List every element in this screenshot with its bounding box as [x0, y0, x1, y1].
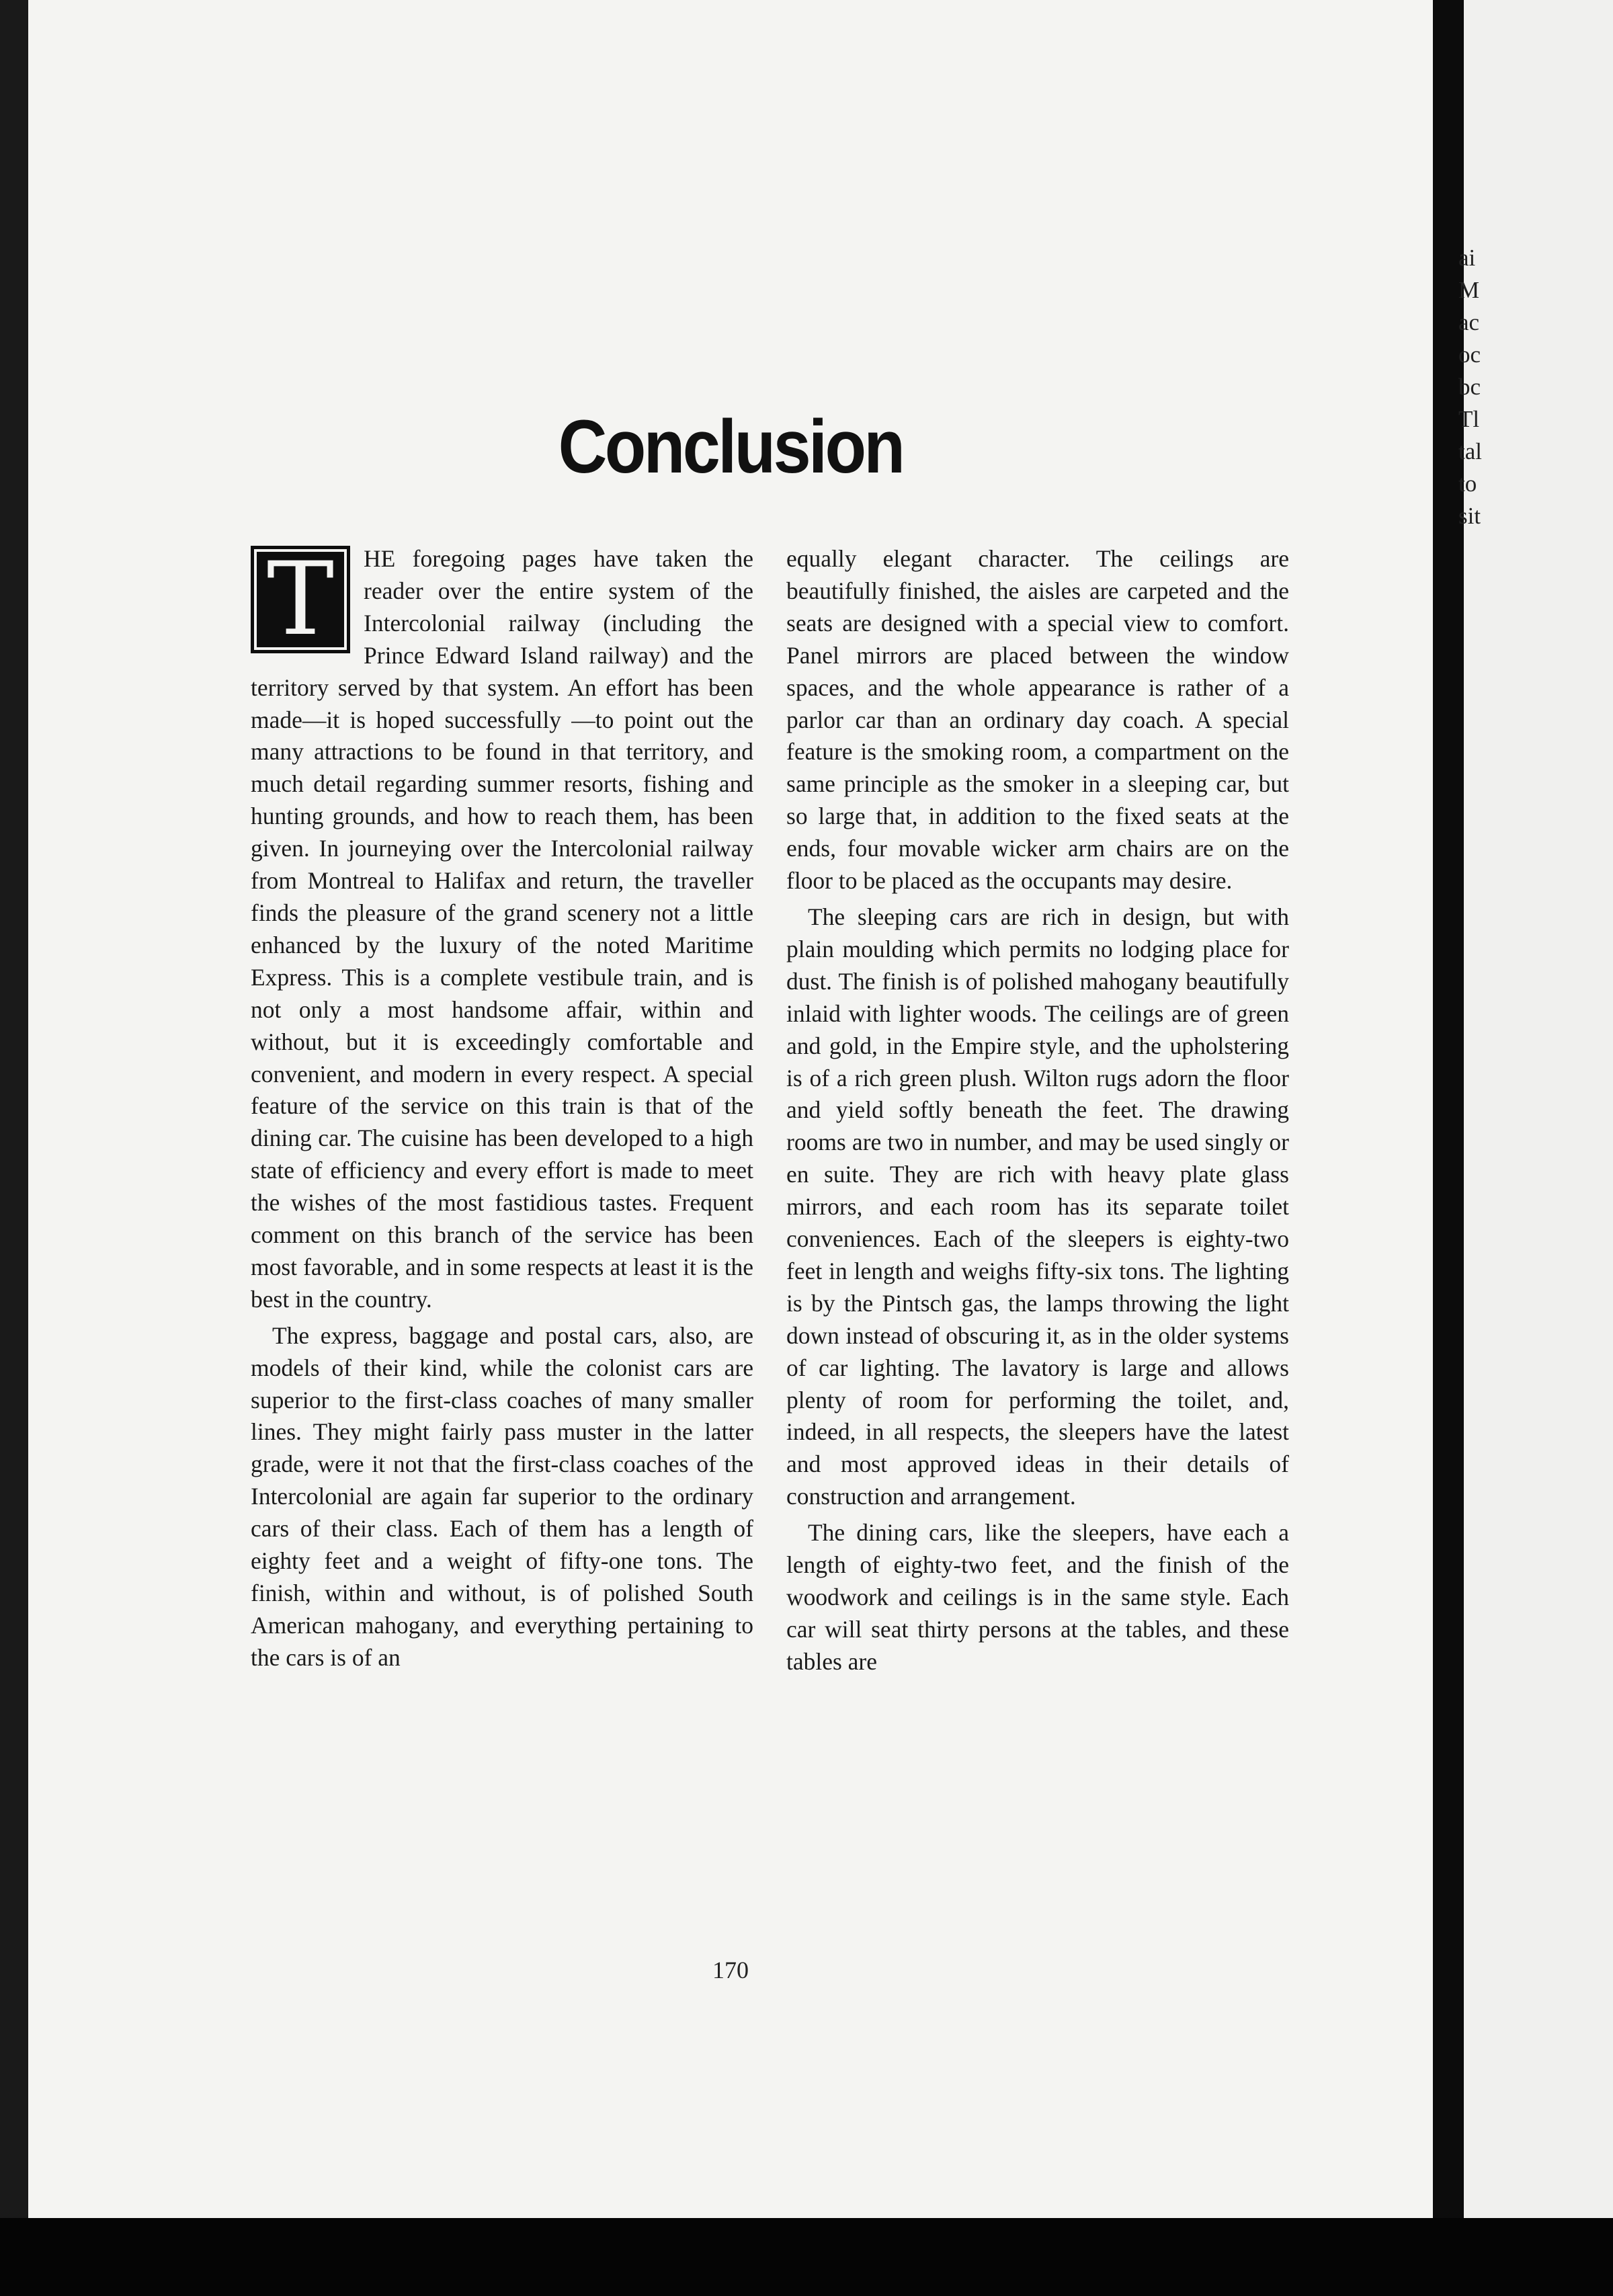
- page-title: Conclusion: [558, 405, 903, 489]
- drop-cap-letter: T: [266, 541, 335, 658]
- fragment-line: to: [1458, 470, 1477, 497]
- facing-page-fragment: [1458, 242, 1613, 532]
- paragraph-text: HE foregoing pages have taken the reader over the entire system of the Intercolonial railway (including the Prince Edward Island railway) and the territory served by that system. An effort has been made—it is hoped successfully —to point out the many attractions to be found in that territory, and much detail regarding summer resorts, fishing and hunting grounds, and how to reach them, has been given. In journeying over the Intercolonial railway from Montreal to Halifax and return, the traveller finds the pleasure of the grand scenery not a little enhanced by the luxury of the noted Maritime Express. This is a complete vestibule train, and is not only a most handsome affair, within and without, but it is exceedingly comfortable and convenient, and modern in every respect. A special feature of the service on this train is that of the dining car. The cuisine has been developed to a high state of efficiency and every effort is made to meet the wishes of the most fastidious tastes. Frequent comment on this branch of the service has been most favorable, and in some respects at least it is the best in the country.: [251, 545, 753, 1313]
- scan-bottom-edge: [0, 2218, 1613, 2296]
- paragraph: [251, 543, 753, 1316]
- fragment-line: ai: [1458, 245, 1476, 271]
- fragment-line: ac: [1458, 309, 1480, 335]
- paragraph: The dining cars, like the sleepers, have each a length of eighty-two feet, and the finish of the woodwork and ceilings is in the same style. Each car will seat thirty persons at the tables, and these tables are: [786, 1519, 1289, 1675]
- drop-cap: [251, 541, 350, 658]
- paragraph: The sleeping cars are rich in design, but with plain moulding which permits no lodging place for dust. The finish is of polished mahogany beautifully inlaid with lighter woods. The ceilings are of green and gold, in the Empire style, and the upholstering is of a rich green plush. Wilton rugs adorn the floor and yield softly beneath the feet. The drawing rooms are two in number, and may be used singly or en suite. They are rich with heavy plate glass mirrors, and each room has its separate toilet conveniences. Each of the sleepers is eighty-two feet in length and weighs fifty-six tons. The lighting is by the Pintsch gas, the lamps throwing the light down instead of obscuring it, as in the older systems of car lighting. The lavatory is large and allows plenty of room for performing the toilet, and, indeed, in all respects, the sleepers have the latest and most approved ideas in their details of construction and arrangement.: [786, 903, 1289, 1510]
- right-column: [786, 543, 1289, 1678]
- left-column: [251, 543, 753, 1674]
- paragraph: equally elegant character. The ceilings are beautifully finished, the aisles are carpeted and the seats are designed with a special view to comfort. Panel mirrors are placed between the window spaces, and the whole appearance is rather of a parlor car than an ordinary day coach. A special feature is the smoking room, a compartment on the same principle as the smoker in a sleeping car, but so large that, in addition to the fixed seats at the ends, four movable wicker arm chairs are on the floor to be placed as the occupants may desire.: [786, 545, 1289, 895]
- fragment-line: bc: [1458, 374, 1481, 400]
- fragment-line: Tl: [1458, 406, 1480, 432]
- fragment-line: M: [1458, 277, 1480, 303]
- paragraph: The express, baggage and postal cars, also, are models of their kind, while the colonist cars are superior to the first-class coaches of many smaller lines. They might fairly pass muster in the latter grade, were it not that the first-class coaches of the Intercolonial are again far superior to the ordinary cars of their class. Each of them has a length of eighty feet and a weight of fifty-one tons. The finish, within and without, is of polished South American mahogany, and everything pertaining to the cars is of an: [251, 1321, 753, 1671]
- fragment-line: tal: [1458, 438, 1482, 464]
- fragment-line: oc: [1458, 341, 1481, 368]
- scan-left-edge: [0, 0, 28, 2296]
- book-page: [28, 0, 1433, 2218]
- fragment-line: sit: [1458, 503, 1481, 529]
- page-number: 170: [712, 1957, 749, 1983]
